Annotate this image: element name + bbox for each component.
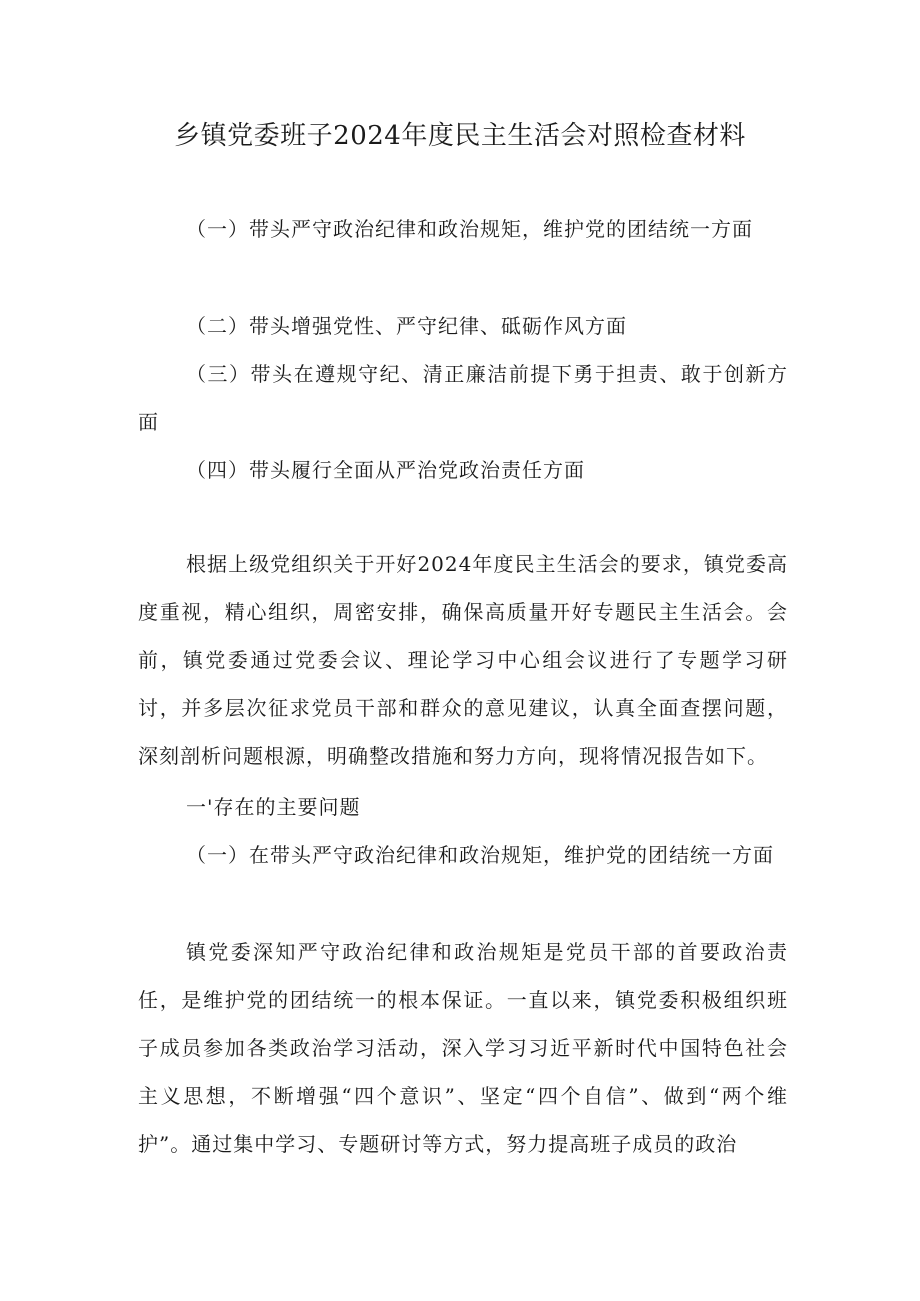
body-paragraph: 镇党委深知严守政治纪律和政治规矩是党员干部的首要政治责任，是维护党的团结统一的根本保证。一直以来，镇党委积极组织班子成员参加各类政治学习活动，深入学习习近平新时代中国特色社会主义思想，不断增强“四个意识”、坚定“四个自信”、做到“两个维护”。通过集中学习、专题研讨等方式，努力提高班子成员的政治	[138, 940, 788, 1156]
section-heading: 一'存在的主要问题	[186, 795, 361, 819]
subsection-heading: （一）在带头严守政治纪律和政治规矩，维护党的团结统一方面	[186, 843, 774, 867]
document-title: 乡镇党委班子2024年度民主生活会对照检查材料	[174, 121, 746, 151]
toc-item-3: （三）带头在遵规守纪、清正廉洁前提下勇于担责、敢于创新方面	[138, 362, 788, 434]
toc-item-2: （二）带头增强党性、严守纪律、砥砺作风方面	[186, 314, 627, 338]
intro-paragraph: 根据上级党组织关于开好2024年度民主生活会的要求，镇党委高度重视，精心组织，周密安排，确保高质量开好专题民主生活会。会前，镇党委通过党委会议、理论学习中心组会议进行了专题学习研讨，并多层次征求党员干部和群众的意见建议，认真全面查摆问题，深刻剖析问题根源，明确整改措施和努力方向，现将情况报告如下。	[138, 552, 788, 768]
toc-item-4: （四）带头履行全面从严治党政治责任方面	[186, 458, 585, 482]
toc-item-1: （一）带头严守政治纪律和政治规矩，维护党的团结统一方面	[186, 217, 753, 241]
